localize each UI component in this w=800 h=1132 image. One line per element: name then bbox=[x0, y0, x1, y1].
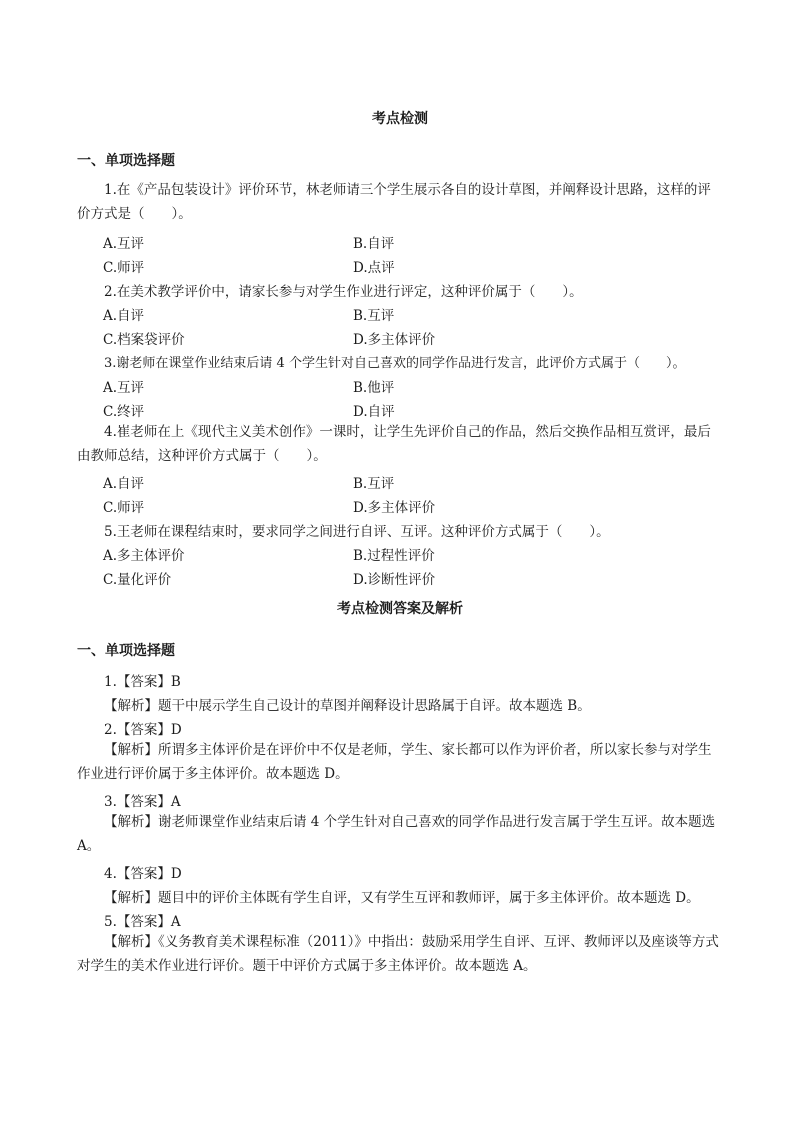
answer-1-label: 1.【答案】B bbox=[104, 674, 181, 690]
question-5-option-c: C.量化评价 bbox=[103, 572, 172, 588]
question-1-option-b: B.自评 bbox=[353, 236, 395, 252]
answer-3-label: 3.【答案】A bbox=[104, 794, 181, 810]
answers-section-heading: 一、单项选择题 bbox=[77, 643, 175, 659]
question-1-option-d: D.点评 bbox=[353, 260, 395, 276]
answer-5-analysis: 【解析】《义务教育美术课程标准（2011）》中指出：鼓励采用学生自评、互评、教师评以及座谈等方式对学生的美术作业进行评价。题干中评价方式属于多主体评价。故本题选 A。 bbox=[77, 934, 719, 974]
question-2-option-c: C.档案袋评价 bbox=[103, 332, 185, 348]
answer-2-label: 2.【答案】D bbox=[104, 722, 182, 738]
question-4-option-b: B.互评 bbox=[353, 476, 395, 492]
quiz-section-heading: 一、单项选择题 bbox=[77, 153, 175, 169]
question-3-option-d: D.自评 bbox=[353, 404, 395, 420]
question-5-option-b: B.过程性评价 bbox=[353, 548, 435, 564]
question-2-option-b: B.互评 bbox=[353, 308, 395, 324]
question-4-option-d: D.多主体评价 bbox=[353, 500, 436, 516]
answer-2-analysis: 【解析】所谓多主体评价是在评价中不仅是老师，学生、家长都可以作为评价者，所以家长参与对学生作业进行评价属于多主体评价。故本题选 D。 bbox=[77, 742, 712, 782]
question-4-option-a: A.自评 bbox=[103, 476, 145, 492]
answers-title: 考点检测答案及解析 bbox=[337, 601, 463, 617]
question-1-option-a: A.互评 bbox=[103, 236, 145, 252]
question-3-stem: 3.谢老师在课堂作业结束后请 4 个学生针对自己喜欢的同学作品进行发言，此评价方式属于（ ）。 bbox=[104, 356, 686, 371]
question-4-stem: 4.崔老师在上《现代主义美术创作》一课时，让学生先评价自己的作品，然后交换作品相互赏评，最后由教师总结，这种评价方式属于（ ）。 bbox=[77, 424, 711, 464]
question-4-option-c: C.师评 bbox=[103, 500, 145, 516]
question-2-option-d: D.多主体评价 bbox=[353, 332, 436, 348]
question-5-option-a: A.多主体评价 bbox=[103, 548, 185, 564]
question-1-stem: 1.在《产品包装设计》评价环节，林老师请三个学生展示各自的设计草图，并阐释设计思路，这样的评价方式是（ ）。 bbox=[77, 182, 711, 222]
question-2-option-a: A.自评 bbox=[103, 308, 145, 324]
question-5-stem: 5.王老师在课程结束时，要求同学之间进行自评、互评。这种评价方式属于（ ）。 bbox=[104, 524, 610, 540]
answer-4-analysis: 【解析】题目中的评价主体既有学生自评，又有学生互评和教师评，属于多主体评价。故本题选 D。 bbox=[104, 890, 700, 906]
question-2-stem: 2.在美术教学评价中，请家长参与对学生作业进行评定，这种评价属于（ ）。 bbox=[104, 284, 583, 300]
answer-3-analysis: 【解析】谢老师课堂作业结束后请 4 个学生针对自己喜欢的同学作品进行发言属于学生互评。故本题选 A。 bbox=[77, 814, 716, 854]
question-3-option-b: B.他评 bbox=[353, 380, 395, 396]
question-5-option-d: D.诊断性评价 bbox=[353, 572, 436, 588]
question-3-option-a: A.互评 bbox=[103, 380, 145, 396]
question-1-option-c: C.师评 bbox=[103, 260, 145, 276]
question-3-option-c: C.终评 bbox=[103, 404, 145, 420]
answer-5-label: 5.【答案】A bbox=[104, 914, 181, 930]
quiz-title: 考点检测 bbox=[372, 111, 428, 127]
answer-1-analysis: 【解析】题干中展示学生自己设计的草图并阐释设计思路属于自评。故本题选 B。 bbox=[104, 698, 591, 714]
answer-4-label: 4.【答案】D bbox=[104, 866, 182, 882]
